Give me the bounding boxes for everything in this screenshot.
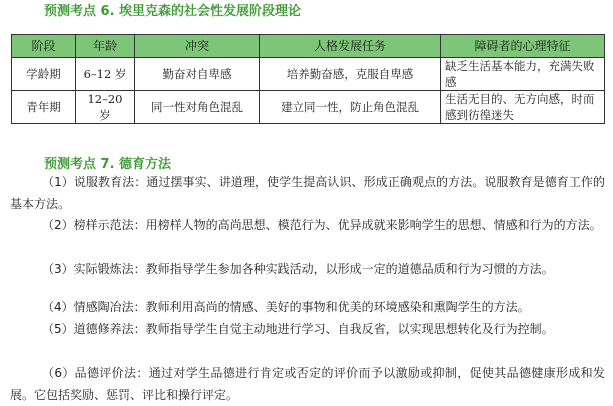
method-paragraph-5: （5）道德修养法：教师指导学生自觉主动地进行学习、自我反省，以实现思想转化及行为控制。	[42, 322, 554, 336]
cell-stage: 学龄期	[12, 58, 76, 91]
table-row	[12, 91, 605, 124]
cell-task: 培养勤奋感，克服自卑感	[260, 58, 441, 91]
header-trait: 障碍者的心理特征	[441, 35, 605, 58]
table-row	[12, 58, 605, 91]
method-paragraph-6: （6）品德评价法：通过对学生品德进行肯定或否定的评价而予以激励或抑制，促使其品德健康形成和发展。它包括奖励、惩罚、评比和操行评定。	[10, 366, 605, 402]
cell-conflict: 勤奋对自卑感	[135, 58, 260, 91]
cell-age: 6–12 岁	[76, 58, 135, 91]
cell-age: 12–20 岁	[76, 91, 135, 124]
cell-stage: 青年期	[12, 91, 76, 124]
method-paragraph-4: （4）情感陶冶法：教师利用高尚的情感、美好的事物和优美的环境感染和熏陶学生的方法。	[42, 300, 530, 314]
method-paragraph-2: （2）榜样示范法：用榜样人物的高尚思想、模范行为、优异成就来影响学生的思想、情感和行为的方法。	[42, 218, 602, 232]
section-6-title: 预测考点 6. 埃里克森的社会性发展阶段理论	[44, 4, 302, 19]
method-paragraph-3: （3）实际锻炼法：教师指导学生参加各种实践活动，以形成一定的道德品质和行为习惯的方法。	[42, 262, 554, 276]
cell-trait: 生活无目的、无方向感，时而感到彷徨迷失	[441, 91, 605, 124]
development-stage-table	[11, 34, 605, 124]
table-header-row	[12, 35, 605, 58]
method-paragraph-1: （1）说服教育法：通过摆事实、讲道理，使学生提高认识、形成正确观点的方法。说服教育是德育工作的基本方法。	[10, 175, 605, 211]
cell-task: 建立同一性，防止角色混乱	[260, 91, 441, 124]
header-conflict: 冲突	[135, 35, 260, 58]
header-task: 人格发展任务	[260, 35, 441, 58]
cell-conflict: 同一性对角色混乱	[135, 91, 260, 124]
cell-trait: 缺乏生活基本能力，充满失败感	[441, 58, 605, 91]
section-7-title: 预测考点 7. 德育方法	[44, 157, 172, 172]
header-age: 年龄	[76, 35, 135, 58]
header-stage: 阶段	[12, 35, 76, 58]
